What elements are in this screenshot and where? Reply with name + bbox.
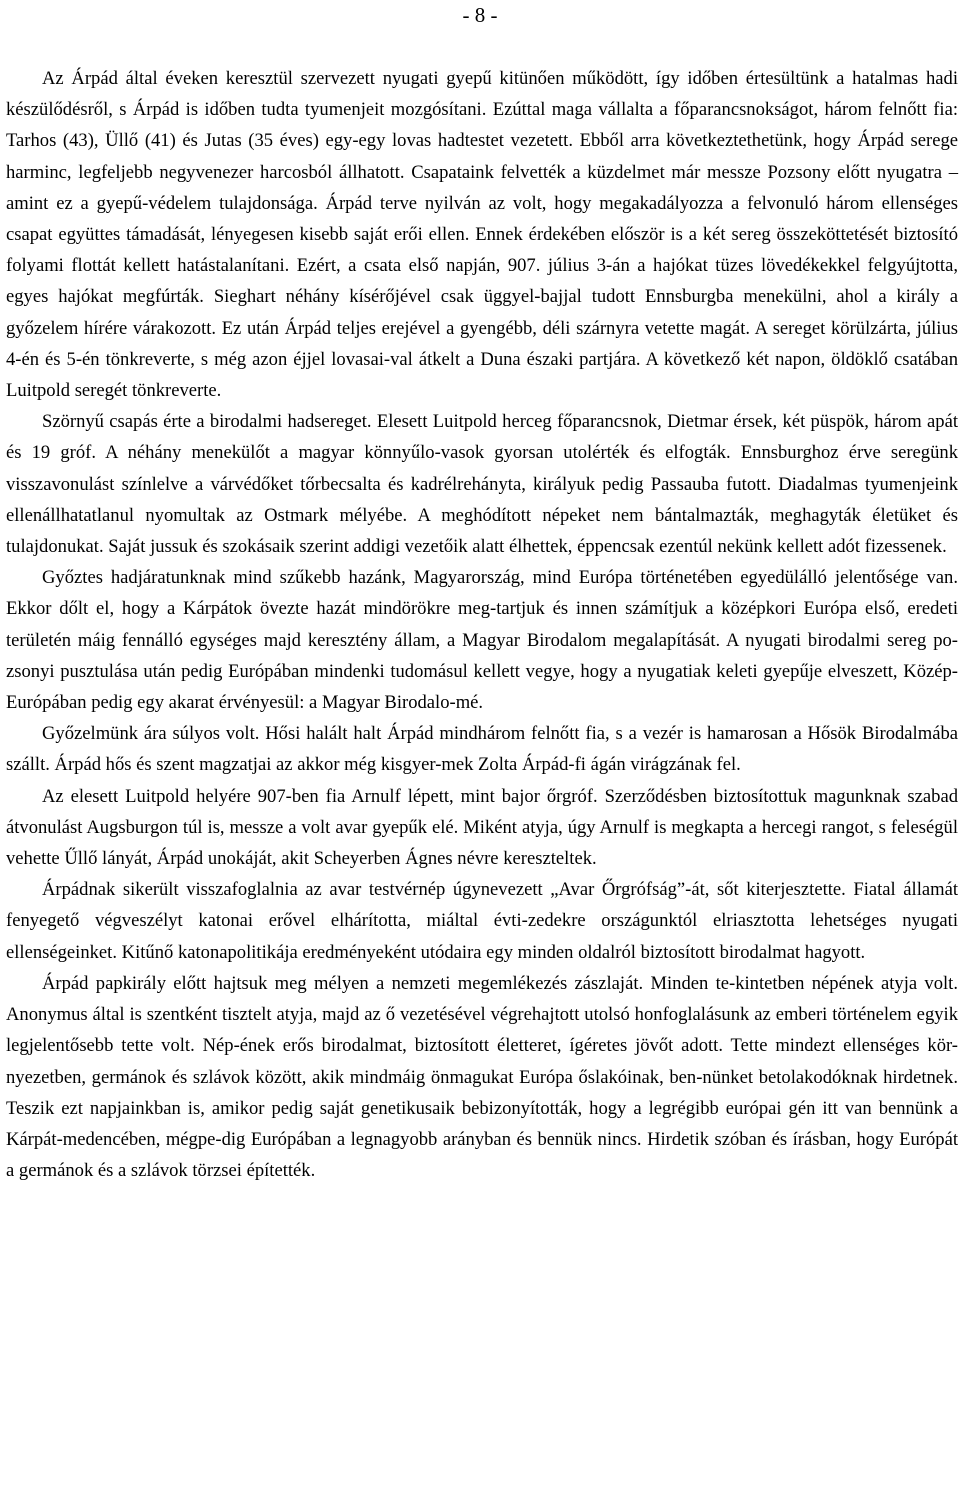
paragraph-4: Győzelmünk ára súlyos volt. Hősi halált halt Árpád mindhárom felnőtt fia, s a vezér is hamarosan a Hősök Birodalmába szállt. Árpád hős és szent magzatjai az akkor még kisgyer-mek Zolta Árpád-fi ágán virágzának fel. — [6, 723, 958, 776]
paragraph-3: Győztes hadjáratunknak mind szűkebb hazánk, Magyarország, mind Európa történetében egyedülálló jelentősége van. Ekkor dőlt el, hogy a Kárpátok övezte hazát mindörökre meg-tartjuk és innen számítjuk a középkori Európa első, eredeti területén máig fennálló egységes majd keresztény állam, a Magyar Birodalom megalapítását. A nyugati birodalmi sereg po-zsonyi pusztulása után pedig Európában mindenki tudomásul kellett vegye, hogy a nyugatiak keleti gyepűje elveszett, Közép-Európában pedig egy akarat érvényesül: a Magyar Birodalo-mé. — [6, 567, 958, 714]
paragraph-7: Árpád papkirály előtt hajtsuk meg mélyen a nemzeti megemlékezés zászlaját. Minden te-kintetben népének atyja volt. Anonymus által is szentként tisztelt atyja, majd az ő vezetésével végrehajtott utolsó honfoglalásunk az emberi történelem egyik legjelentősebb tette volt. Nép-ének erős birodalmat, biztosított életteret, ígéretes jövőt adott. Tette mindezt ellenséges kör-nyezetben, germánok és szlávok között, akik mindmáig önmagukat Európa őslakóinak, ben-nünket betolakodóknak hirdetnek. Teszik ezt napjainkban is, amikor pedig saját genetikusaik bebizonyították, hogy a legrégibb európai gén itt van bennünk a Kárpát-medencében, mégpe-dig Európában a legnagyobb arányban és bennük nincs. Hirdetik szóban és írásban, hogy Európát a germánok és a szlávok törzsei építették. — [6, 972, 958, 1182]
paragraph-6: Árpádnak sikerült visszafoglalnia az avar testvérnép úgynevezett „Avar Őrgrófság”-át, sőt kiterjesztette. Fiatal államát fenyegető végveszélyt katonai erővel elhárította, miáltal évti-zedekre országunktól elriasztotta lehetséges nyugati ellenségeinket. Kitűnő katonapolitikája eredményeként utódaira egy minden oldalról biztosított birodalmat hagyott. — [6, 879, 958, 963]
body-text — [6, 63, 958, 1186]
paragraph-1: Az Árpád által éveken keresztül szervezett nyugati gyepű kitünően működött, így időben értesültünk a hatalmas hadi készülődésről, s Árpád is időben tudta tyumenjeit mozgósítani. Ezúttal maga vállalta a főparancsnokságot, három felnőtt fia: Tarhos (43), Üllő (41) és Jutas (35 éves) egy-egy lovas hadtestet vezetett. Ebből arra következtethetünk, hogy Árpád serege harminc, legfeljebb negyvenezer harcosból állhatott. Csapataink felvették a küzdelmet már messze Pozsony előtt nyugatra – amint ez a gyepű-védelem tulajdonsága. Árpád terve nyilván az volt, hogy megakadályozza a felvonuló három ellenséges csapat együttes támadását, lényegesen kisebb saját erői ellen. Ennek érdekében először is a két sereg összeköttetését biztosító folyami flottát kellett hatástalanítani. Ezért, a csata első napján, 907. július 3-án a hajókat tüzes lövedékekkel felgyújtotta, egyes hajókat megfúrták. Sieghart néhány kísérőjével csak üggyel-bajjal tudott Ennsburgba menekülni, ahol a király a győzelem hírére várakozott. Ez után Árpád teljes erejével a gyengébb, déli szárnyra vetette magát. A sereget körülzárta, július 4-én és 5-én tönkreverte, s még azon éjjel lovasai-val átkelt a Duna északi partjára. A következő két napon, öldöklő csatában Luitpold seregét tönkreverte. — [6, 68, 958, 402]
paragraph-5: Az elesett Luitpold helyére 907-ben fia Arnulf lépett, mint bajor őrgróf. Szerződésben biztosítottuk magunknak szabad átvonulást Augsburgon túl is, messze a volt avar gyepűk elé. Miként atyja, úgy Arnulf is megkapta a hercegi rangot, s feleségül vehette Űllő lányát, Árpád unokáját, akit Scheyerben Ágnes névre kereszteltek. — [6, 785, 958, 870]
page-number: - 8 - — [462, 3, 498, 27]
paragraph-2: Szörnyű csapás érte a birodalmi hadsereget. Elesett Luitpold herceg főparancsnok, Dietmar érsek, két püspök, három apát és 19 gróf. A néhány menekülőt a magyar könnyűlo-vasok gyorsan utolérték és elfogták. Ennsburghoz érve seregünk visszavonulást színlelve a várvédőket tőrbecsalta és kadrélrehányta, királyuk pedig Passauba futott. Diadalmas tyumenjeink ellenállhatatlanul nyomultak az Ostmark mélyébe. A meghódított népeket nem bántalmazták, meghagyták életüket és tulajdonukat. Saját jussuk és szokásaik szerint addigi vezetőik alatt élhettek, éppencsak ezentúl nekünk kellett adót fizessenek. — [6, 411, 958, 558]
